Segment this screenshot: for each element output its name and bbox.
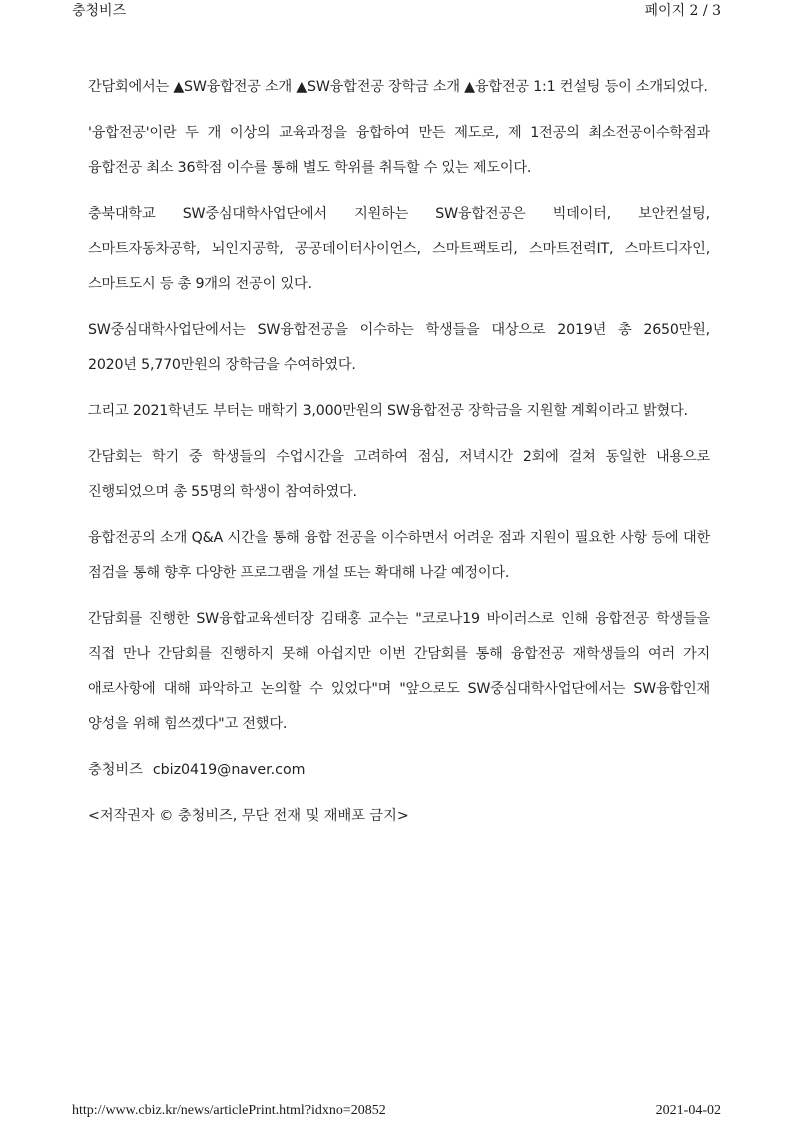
publication-name: 충청비즈 — [72, 3, 127, 19]
byline-name: 충청비즈 — [88, 762, 143, 778]
article-paragraph: 그리고 2021학년도 부터는 매학기 3,000만원의 SW융합전공 장학금을 지원할 계획이라고 밝혔다. — [88, 403, 688, 419]
copyright-notice: <저작권자 © 충청비즈, 무단 전재 및 재배포 금지> — [88, 808, 409, 824]
print-url: http://www.cbiz.kr/news/articlePrint.html?idxno=20852 — [72, 1103, 386, 1118]
article-paragraph: 간담회를 진행한 SW융합교육센터장 김태홍 교수는 "코로나19 바이러스로 인해 융합전공 학생들을 직접 만나 간담회를 진행하지 못해 아쉽지만 이번 간담회를 통해 융합전공 재학생들의 여러 가지 애로사항에 대해 파악하고 논의할 수 있었다"며 "앞으로도 SW중심대학사업단에서는 SW융합인재 양성을 위해 힘쓰겠다"고 전했다. — [88, 611, 710, 732]
article-paragraph: 충북대학교 SW중심대학사업단에서 지원하는 SW융합전공은 빅데이터, 보안컨설팅, 스마트자동차공학, 뇌인지공학, 공공데이터사이언스, 스마트팩토리, 스마트전력IT, 스마트디자인, 스마트도시 등 총 9개의 전공이 있다. — [88, 206, 710, 292]
article-paragraph: '융합전공'이란 두 개 이상의 교육과정을 융합하여 만든 제도로, 제 1전공의 최소전공이수학점과 융합전공 최소 36학점 이수를 통해 별도 학위를 취득할 수 있는 제도이다. — [88, 125, 710, 176]
article-paragraph: 간담회는 학기 중 학생들의 수업시간을 고려하여 점심, 저녁시간 2회에 걸쳐 동일한 내용으로 진행되었으며 총 55명의 학생이 참여하였다. — [88, 449, 710, 500]
article-body — [88, 70, 710, 845]
byline-email: cbiz0419@naver.com — [152, 762, 306, 778]
article-paragraph: 간담회에서는 ▲SW융합전공 소개 ▲SW융합전공 장학금 소개 ▲융합전공 1:1 컨설팅 등이 소개되었다. — [88, 79, 708, 95]
print-date: 2021-04-02 — [655, 1103, 721, 1118]
article-paragraph: 융합전공의 소개 Q&A 시간을 통해 융합 전공을 이수하면서 어려운 점과 지원이 필요한 사항 등에 대한 점검을 통해 향후 다양한 프로그램을 개설 또는 확대해 나갈 예정이다. — [88, 530, 710, 581]
page-number: 페이지 2 / 3 — [644, 3, 721, 19]
article-paragraph: SW중심대학사업단에서는 SW융합전공을 이수하는 학생들을 대상으로 2019년 총 2650만원, 2020년 5,770만원의 장학금을 수여하였다. — [88, 322, 710, 373]
byline — [88, 753, 710, 788]
